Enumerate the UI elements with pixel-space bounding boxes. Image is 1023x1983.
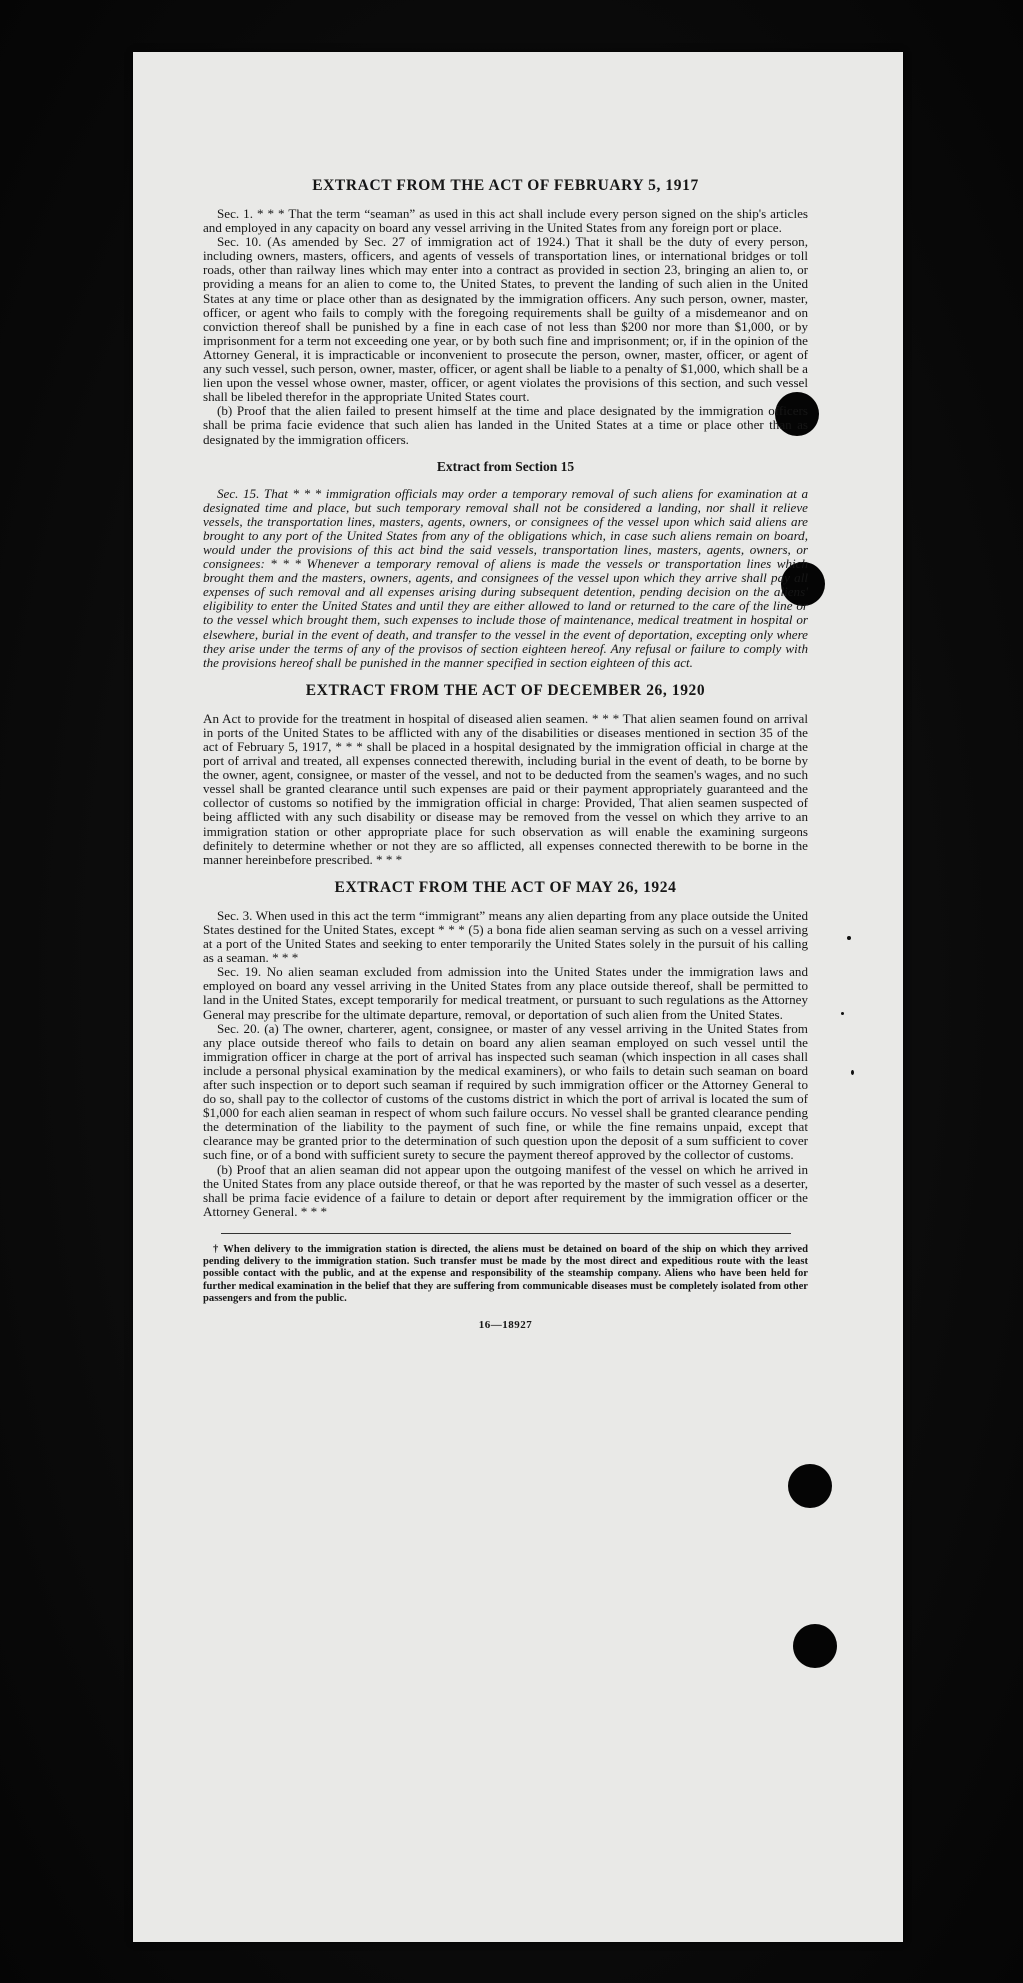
footnote-divider <box>221 1233 791 1234</box>
section-paragraph: Sec. 10. (As amended by Sec. 27 of immigration act of 1924.) That it shall be the duty of every person, including owners, masters, officers, and agents of vessels of transportation lines, or international bridges or toll roads, other than railway lines which may enter into a contract as provided in section 23, bringing an alien to, or providing a means for an alien to come to, the United States, to prevent the landing of such alien in the United States at any time or place other than as designated by the immigration officers. Any such person, owner, master, officer, or agent who fails to comply with the foregoing requirements shall be guilty of a misdemeanor and on conviction thereof shall be punished by a fine in each case of not less than $200 nor more than $1,000, or by imprisonment for a term not exceeding one year, or by both such fine and imprisonment; or, if in the opinion of the Attorney General, it is impracticable or inconvenient to prosecute the person, owner, master, officer, or agent of any such vessel, such person, owner, master, officer, or agent shall be liable to a penalty of $1,000, which shall be a lien upon the vessel whose owner, master, officer, or agent violates the provisions of this section, and such vessel shall be libeled therefor in the appropriate United States court. <box>203 234 808 405</box>
punch-hole <box>793 1624 837 1668</box>
section-paragraph: Sec. 15. That * * * immigration officials may order a temporary removal of such aliens for examination at a designated time and place, but such temporary removal shall not be considered a landing, nor shall it relieve vessels, the transportation lines, masters, agents, owners, or consignees of the vessel upon which said aliens are brought to any port of the United States from any of the obligations which, in case such aliens remain on board, would under the provisions of this act bind the said vessels, transportation lines, masters, agents, owners, or consignees: * * * Whenever a temporary removal of aliens is made the vessels or transportation lines which brought them and the masters, owners, agents, and consignees of the vessel upon which they arrive shall pay all expenses of such removal and all expenses arising during subsequent detention, pending decision on the aliens' eligibility to enter the United States and until they are either allowed to land or returned to the care of the line or to the vessel which brought them, such expenses to include those of maintenance, medical treatment in hospital or elsewhere, burial in the event of death, and transfer to the vessel in the event of deportation, excepting only where they arise under the terms of any of the provisos of section eighteen hereof. Any refusal or failure to comply with the provisions hereof shall be punished in the manner specified in section eighteen of this act. <box>203 485 808 670</box>
section-heading: EXTRACT FROM THE ACT OF MAY 26, 1924 <box>334 878 677 896</box>
section-act-1917 <box>203 177 808 447</box>
footnote: † When delivery to the immigration station is directed, the aliens must be detained on board of the ship on which they arrived pending delivery to the immigration station. Such transfer must be made by the most direct and expeditious route with the least possible contact with the public, and at the expense and responsibility of the steamship company. Aliens who have been held for further medical examination in the belief that they are suffering from communicable diseases must be completely isolated from other passengers and from the public. <box>203 1243 808 1304</box>
section-act-1924 <box>203 879 808 1219</box>
section-heading: EXTRACT FROM THE ACT OF DECEMBER 26, 1920 <box>305 681 706 699</box>
section-heading: Extract from Section 15 <box>436 458 575 474</box>
section-paragraph: An Act to provide for the treatment in hospital of diseased alien seamen. * * * That alien seamen found on arrival in ports of the United States to be afflicted with any of the disabilities or diseases mentioned in section 35 of the act of February 5, 1917, * * * shall be placed in a hospital designated by the immigration official in charge at the port of arrival and treated, all expenses connected therewith, including burial in the event of death, to be borne by the owner, agent, consignee, or master of the vessel, and not to be deducted from the seamen's wages, and no such vessel shall be granted clearance until such expenses are paid or their payment appropriately guaranteed and the collector of customs so notified by the immigration official in charge: Provided, That alien seamen suspected of being afflicted with any such disability or disease may be removed from the vessel on which they arrive to an immigration station or other appropriate place for such observation as will enable the examining surgeons definitely to determine whether or not they are so afflicted, all expenses connected therewith to be borne in the manner hereinbefore prescribed. * * * <box>203 710 808 867</box>
section-paragraph: (b) Proof that the alien failed to present himself at the time and place designated by the immigration officers shall be prima facie evidence that such alien has landed in the United States at a time or place other than as designated by the immigration officers. <box>203 403 808 447</box>
section-heading: EXTRACT FROM THE ACT OF FEBRUARY 5, 1917 <box>312 177 699 194</box>
scan-speck <box>851 1070 854 1075</box>
section-act-1920 <box>203 682 808 867</box>
document-body <box>203 177 808 1331</box>
page-number: 16—18927 <box>478 1318 533 1331</box>
section-paragraph: Sec. 20. (a) The owner, charterer, agent, consignee, or master of any vessel arriving in the United States from any place outside thereof who fails to detain on board any alien seaman employed on such vessel until the immigration officer in charge at the port of arrival has inspected such seaman (which inspection in all cases shall include a personal physical examination by the medical examiners), or who fails to detain such seaman on board after such inspection or to deport such seaman if required by such immigration officer or the Attorney General to do so, shall pay to the collector of customs of the customs district in which the port of arrival is located the sum of $1,000 for each alien seaman in respect of whom such failure occurs. No vessel shall be granted clearance pending the determination of the liability to the payment of such fine, or while the fine remains unpaid, except that clearance may be granted prior to the determination of such question upon the deposit of a sum sufficient to cover such fine, or of a bond with sufficient surety to secure the payment thereof approved by the collector of customs. <box>203 1020 808 1163</box>
punch-hole <box>788 1464 832 1508</box>
scan-speck <box>841 1012 844 1015</box>
section-paragraph: Sec. 3. When used in this act the term “immigrant” means any alien departing from any place outside the United States destined for the United States, except * * * (5) a bona fide alien seaman serving as such on a vessel arriving at a port of the United States and seeking to enter temporarily the United States solely in the pursuit of his calling as a seaman. * * * <box>203 907 808 966</box>
document-page <box>133 52 903 1942</box>
section-paragraph: (b) Proof that an alien seaman did not appear upon the outgoing manifest of the vessel on which he arrived in the United States from any place outside thereof, or that he was reported by the master of such vessel as a deserter, shall be prima facie evidence of a failure to detain or deport after requirement by the immigration officer or the Attorney General. * * * <box>203 1161 808 1219</box>
scan-speck <box>847 936 851 940</box>
section-15-extract <box>203 459 808 670</box>
section-paragraph: Sec. 19. No alien seaman excluded from admission into the United States under the immigration laws and employed on board any vessel arriving in the United States from any place outside thereof, shall be permitted to land in the United States, except temporarily for medical treatment, or pursuant to such regulations as the Attorney General may prescribe for the ultimate departure, removal, or deportation of such alien from the United States. <box>203 964 808 1022</box>
section-paragraph: Sec. 1. * * * That the term “seaman” as used in this act shall include every person signed on the ship's articles and employed in any capacity on board any vessel arriving in the United States from any foreign port or place. <box>203 206 808 236</box>
